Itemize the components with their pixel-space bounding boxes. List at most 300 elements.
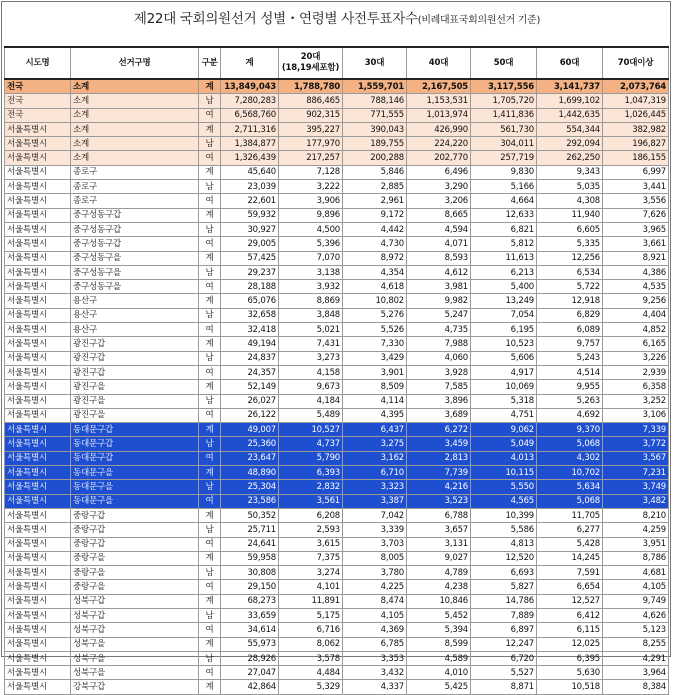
cell-age20[interactable]: 11,891 bbox=[279, 594, 343, 608]
cell-district[interactable]: 중랑구을 bbox=[71, 551, 199, 565]
cell-gender[interactable]: 여 bbox=[199, 408, 221, 422]
cell-age30[interactable]: 3,353 bbox=[343, 651, 407, 665]
cell-region[interactable]: 서울특별시 bbox=[5, 394, 71, 408]
cell-gender[interactable]: 여 bbox=[199, 151, 221, 165]
cell-age20[interactable]: 3,138 bbox=[279, 265, 343, 279]
cell-district[interactable]: 강북구갑 bbox=[71, 680, 199, 694]
cell-total[interactable]: 49,007 bbox=[221, 423, 279, 437]
cell-age20[interactable]: 4,484 bbox=[279, 666, 343, 680]
cell-region[interactable]: 서울특별시 bbox=[5, 537, 71, 551]
cell-age20[interactable]: 4,184 bbox=[279, 394, 343, 408]
cell-age40[interactable]: 2,167,505 bbox=[407, 79, 471, 94]
cell-age70[interactable]: 3,661 bbox=[603, 237, 669, 251]
cell-total[interactable]: 65,076 bbox=[221, 294, 279, 308]
header-district[interactable]: 선거구명 bbox=[71, 47, 199, 79]
cell-age20[interactable]: 3,906 bbox=[279, 194, 343, 208]
cell-age20[interactable]: 3,615 bbox=[279, 537, 343, 551]
cell-age50[interactable]: 5,586 bbox=[471, 523, 537, 537]
cell-age20[interactable]: 8,062 bbox=[279, 637, 343, 651]
cell-age60[interactable]: 6,654 bbox=[537, 580, 603, 594]
cell-district[interactable]: 동대문구을 bbox=[71, 494, 199, 508]
cell-age60[interactable]: 5,335 bbox=[537, 237, 603, 251]
cell-gender[interactable]: 계 bbox=[199, 680, 221, 694]
cell-age30[interactable]: 771,555 bbox=[343, 108, 407, 122]
cell-total[interactable]: 30,927 bbox=[221, 222, 279, 236]
cell-age50[interactable]: 13,249 bbox=[471, 294, 537, 308]
cell-age60[interactable]: 5,428 bbox=[537, 537, 603, 551]
cell-age50[interactable]: 5,550 bbox=[471, 480, 537, 494]
cell-age60[interactable]: 10,518 bbox=[537, 680, 603, 694]
cell-gender[interactable]: 계 bbox=[199, 165, 221, 179]
cell-age40[interactable]: 9,982 bbox=[407, 294, 471, 308]
cell-region[interactable]: 서울특별시 bbox=[5, 165, 71, 179]
cell-district[interactable]: 종로구 bbox=[71, 194, 199, 208]
cell-age30[interactable]: 8,972 bbox=[343, 251, 407, 265]
cell-district[interactable]: 종로구 bbox=[71, 180, 199, 194]
cell-age60[interactable]: 6,412 bbox=[537, 608, 603, 622]
cell-district[interactable]: 중구성동구을 bbox=[71, 251, 199, 265]
cell-total[interactable]: 13,849,043 bbox=[221, 79, 279, 94]
cell-age40[interactable]: 4,612 bbox=[407, 265, 471, 279]
cell-region[interactable]: 서울특별시 bbox=[5, 437, 71, 451]
cell-age70[interactable]: 3,252 bbox=[603, 394, 669, 408]
cell-age30[interactable]: 4,369 bbox=[343, 623, 407, 637]
cell-gender[interactable]: 여 bbox=[199, 108, 221, 122]
cell-district[interactable]: 중랑구갑 bbox=[71, 508, 199, 522]
cell-age40[interactable]: 224,220 bbox=[407, 137, 471, 151]
cell-total[interactable]: 29,150 bbox=[221, 580, 279, 594]
cell-gender[interactable]: 여 bbox=[199, 237, 221, 251]
cell-age60[interactable]: 6,395 bbox=[537, 651, 603, 665]
cell-total[interactable]: 24,641 bbox=[221, 537, 279, 551]
cell-age60[interactable]: 12,918 bbox=[537, 294, 603, 308]
cell-gender[interactable]: 계 bbox=[199, 79, 221, 94]
cell-age60[interactable]: 6,829 bbox=[537, 308, 603, 322]
cell-age60[interactable]: 5,068 bbox=[537, 437, 603, 451]
header-age70[interactable]: 70대이상 bbox=[603, 47, 669, 79]
cell-total[interactable]: 34,614 bbox=[221, 623, 279, 637]
cell-age60[interactable]: 5,722 bbox=[537, 280, 603, 294]
cell-total[interactable]: 50,352 bbox=[221, 508, 279, 522]
cell-total[interactable]: 59,958 bbox=[221, 551, 279, 565]
cell-age40[interactable]: 5,425 bbox=[407, 680, 471, 694]
cell-age40[interactable]: 3,523 bbox=[407, 494, 471, 508]
cell-age70[interactable]: 4,535 bbox=[603, 280, 669, 294]
cell-region[interactable]: 서울특별시 bbox=[5, 208, 71, 222]
cell-gender[interactable]: 계 bbox=[199, 251, 221, 265]
cell-age40[interactable]: 3,896 bbox=[407, 394, 471, 408]
cell-gender[interactable]: 계 bbox=[199, 466, 221, 480]
cell-age30[interactable]: 9,172 bbox=[343, 208, 407, 222]
cell-age20[interactable]: 4,737 bbox=[279, 437, 343, 451]
cell-total[interactable]: 23,586 bbox=[221, 494, 279, 508]
cell-age60[interactable]: 5,068 bbox=[537, 494, 603, 508]
cell-age50[interactable]: 10,523 bbox=[471, 337, 537, 351]
cell-region[interactable]: 서울특별시 bbox=[5, 337, 71, 351]
cell-district[interactable]: 광진구을 bbox=[71, 394, 199, 408]
cell-gender[interactable]: 여 bbox=[199, 280, 221, 294]
cell-district[interactable]: 광진구을 bbox=[71, 380, 199, 394]
cell-age60[interactable]: 9,757 bbox=[537, 337, 603, 351]
cell-region[interactable]: 서울특별시 bbox=[5, 494, 71, 508]
cell-age50[interactable]: 5,812 bbox=[471, 237, 537, 251]
cell-age40[interactable]: 3,459 bbox=[407, 437, 471, 451]
cell-age60[interactable]: 3,141,737 bbox=[537, 79, 603, 94]
cell-region[interactable]: 서울특별시 bbox=[5, 466, 71, 480]
cell-age20[interactable]: 3,561 bbox=[279, 494, 343, 508]
cell-district[interactable]: 광진구을 bbox=[71, 408, 199, 422]
cell-age50[interactable]: 4,917 bbox=[471, 365, 537, 379]
cell-age70[interactable]: 3,951 bbox=[603, 537, 669, 551]
cell-age50[interactable]: 6,720 bbox=[471, 651, 537, 665]
cell-age40[interactable]: 4,060 bbox=[407, 351, 471, 365]
cell-age30[interactable]: 4,114 bbox=[343, 394, 407, 408]
cell-region[interactable]: 서울특별시 bbox=[5, 451, 71, 465]
cell-age50[interactable]: 5,049 bbox=[471, 437, 537, 451]
cell-age60[interactable]: 9,955 bbox=[537, 380, 603, 394]
cell-age50[interactable]: 4,751 bbox=[471, 408, 537, 422]
cell-age50[interactable]: 1,411,836 bbox=[471, 108, 537, 122]
cell-age60[interactable]: 1,442,635 bbox=[537, 108, 603, 122]
cell-gender[interactable]: 남 bbox=[199, 566, 221, 580]
cell-age40[interactable]: 1,153,531 bbox=[407, 94, 471, 108]
cell-age50[interactable]: 10,399 bbox=[471, 508, 537, 522]
cell-age20[interactable]: 177,970 bbox=[279, 137, 343, 151]
cell-age70[interactable]: 3,441 bbox=[603, 180, 669, 194]
cell-age50[interactable]: 6,213 bbox=[471, 265, 537, 279]
cell-district[interactable]: 소계 bbox=[71, 122, 199, 136]
cell-district[interactable]: 중랑구갑 bbox=[71, 537, 199, 551]
cell-age40[interactable]: 6,272 bbox=[407, 423, 471, 437]
cell-age70[interactable]: 3,106 bbox=[603, 408, 669, 422]
cell-age20[interactable]: 3,222 bbox=[279, 180, 343, 194]
cell-age50[interactable]: 7,054 bbox=[471, 308, 537, 322]
cell-region[interactable]: 서울특별시 bbox=[5, 137, 71, 151]
cell-total[interactable]: 26,122 bbox=[221, 408, 279, 422]
header-total[interactable]: 계 bbox=[221, 47, 279, 79]
cell-age60[interactable]: 6,277 bbox=[537, 523, 603, 537]
cell-age40[interactable]: 6,496 bbox=[407, 165, 471, 179]
cell-age60[interactable]: 12,025 bbox=[537, 637, 603, 651]
cell-total[interactable]: 22,601 bbox=[221, 194, 279, 208]
cell-age30[interactable]: 4,105 bbox=[343, 608, 407, 622]
cell-gender[interactable]: 남 bbox=[199, 351, 221, 365]
cell-age30[interactable]: 8,005 bbox=[343, 551, 407, 565]
cell-total[interactable]: 25,304 bbox=[221, 480, 279, 494]
cell-age50[interactable]: 561,730 bbox=[471, 122, 537, 136]
cell-age40[interactable]: 7,585 bbox=[407, 380, 471, 394]
cell-age60[interactable]: 11,705 bbox=[537, 508, 603, 522]
cell-age40[interactable]: 7,988 bbox=[407, 337, 471, 351]
cell-age60[interactable]: 12,256 bbox=[537, 251, 603, 265]
cell-age40[interactable]: 3,981 bbox=[407, 280, 471, 294]
cell-total[interactable]: 33,659 bbox=[221, 608, 279, 622]
cell-region[interactable]: 서울특별시 bbox=[5, 237, 71, 251]
cell-age50[interactable]: 10,115 bbox=[471, 466, 537, 480]
cell-gender[interactable]: 계 bbox=[199, 122, 221, 136]
cell-age30[interactable]: 3,429 bbox=[343, 351, 407, 365]
cell-age70[interactable]: 3,226 bbox=[603, 351, 669, 365]
cell-gender[interactable]: 남 bbox=[199, 480, 221, 494]
cell-age20[interactable]: 7,375 bbox=[279, 551, 343, 565]
cell-district[interactable]: 소계 bbox=[71, 94, 199, 108]
cell-age20[interactable]: 3,274 bbox=[279, 566, 343, 580]
cell-age70[interactable]: 1,026,445 bbox=[603, 108, 669, 122]
cell-age40[interactable]: 8,599 bbox=[407, 637, 471, 651]
cell-district[interactable]: 용산구 bbox=[71, 294, 199, 308]
cell-age40[interactable]: 3,689 bbox=[407, 408, 471, 422]
cell-age40[interactable]: 4,071 bbox=[407, 237, 471, 251]
cell-total[interactable]: 25,711 bbox=[221, 523, 279, 537]
cell-region[interactable]: 서울특별시 bbox=[5, 323, 71, 337]
cell-region[interactable]: 전국 bbox=[5, 79, 71, 94]
cell-region[interactable]: 서울특별시 bbox=[5, 351, 71, 365]
cell-district[interactable]: 중랑구을 bbox=[71, 566, 199, 580]
cell-age20[interactable]: 7,128 bbox=[279, 165, 343, 179]
cell-age20[interactable]: 5,329 bbox=[279, 680, 343, 694]
cell-total[interactable]: 24,357 bbox=[221, 365, 279, 379]
cell-age50[interactable]: 4,813 bbox=[471, 537, 537, 551]
cell-age70[interactable]: 2,939 bbox=[603, 365, 669, 379]
cell-age50[interactable]: 12,633 bbox=[471, 208, 537, 222]
cell-region[interactable]: 서울특별시 bbox=[5, 523, 71, 537]
cell-age70[interactable]: 196,827 bbox=[603, 137, 669, 151]
header-region[interactable]: 시도명 bbox=[5, 47, 71, 79]
cell-district[interactable]: 성북구갑 bbox=[71, 608, 199, 622]
cell-age30[interactable]: 4,337 bbox=[343, 680, 407, 694]
cell-age50[interactable]: 9,830 bbox=[471, 165, 537, 179]
cell-age70[interactable]: 9,256 bbox=[603, 294, 669, 308]
cell-age70[interactable]: 186,155 bbox=[603, 151, 669, 165]
cell-age40[interactable]: 3,657 bbox=[407, 523, 471, 537]
cell-age30[interactable]: 3,339 bbox=[343, 523, 407, 537]
cell-gender[interactable]: 여 bbox=[199, 365, 221, 379]
cell-age60[interactable]: 9,343 bbox=[537, 165, 603, 179]
cell-age20[interactable]: 8,869 bbox=[279, 294, 343, 308]
cell-gender[interactable]: 여 bbox=[199, 451, 221, 465]
cell-age70[interactable]: 4,291 bbox=[603, 651, 669, 665]
cell-district[interactable]: 광진구갑 bbox=[71, 351, 199, 365]
cell-age70[interactable]: 6,358 bbox=[603, 380, 669, 394]
cell-total[interactable]: 24,837 bbox=[221, 351, 279, 365]
cell-total[interactable]: 6,568,760 bbox=[221, 108, 279, 122]
cell-district[interactable]: 동대문구을 bbox=[71, 466, 199, 480]
cell-age30[interactable]: 5,526 bbox=[343, 323, 407, 337]
cell-age20[interactable]: 1,788,780 bbox=[279, 79, 343, 94]
header-age30[interactable]: 30대 bbox=[343, 47, 407, 79]
cell-age40[interactable]: 5,452 bbox=[407, 608, 471, 622]
cell-age60[interactable]: 1,699,102 bbox=[537, 94, 603, 108]
cell-age70[interactable]: 8,210 bbox=[603, 508, 669, 522]
cell-age50[interactable]: 6,897 bbox=[471, 623, 537, 637]
cell-age50[interactable]: 5,166 bbox=[471, 180, 537, 194]
cell-total[interactable]: 68,273 bbox=[221, 594, 279, 608]
cell-age20[interactable]: 2,832 bbox=[279, 480, 343, 494]
cell-gender[interactable]: 남 bbox=[199, 94, 221, 108]
cell-age70[interactable]: 7,231 bbox=[603, 466, 669, 480]
cell-age60[interactable]: 10,702 bbox=[537, 466, 603, 480]
cell-age30[interactable]: 1,559,701 bbox=[343, 79, 407, 94]
cell-region[interactable]: 서울특별시 bbox=[5, 566, 71, 580]
cell-district[interactable]: 성북구갑 bbox=[71, 594, 199, 608]
cell-age60[interactable]: 4,514 bbox=[537, 365, 603, 379]
cell-age70[interactable]: 1,047,319 bbox=[603, 94, 669, 108]
cell-age70[interactable]: 7,339 bbox=[603, 423, 669, 437]
header-age40[interactable]: 40대 bbox=[407, 47, 471, 79]
cell-age40[interactable]: 2,813 bbox=[407, 451, 471, 465]
cell-age40[interactable]: 8,665 bbox=[407, 208, 471, 222]
cell-region[interactable]: 서울특별시 bbox=[5, 580, 71, 594]
cell-total[interactable]: 59,932 bbox=[221, 208, 279, 222]
cell-gender[interactable]: 여 bbox=[199, 494, 221, 508]
cell-total[interactable]: 25,360 bbox=[221, 437, 279, 451]
cell-region[interactable]: 서울특별시 bbox=[5, 623, 71, 637]
cell-age60[interactable]: 5,035 bbox=[537, 180, 603, 194]
cell-age20[interactable]: 6,208 bbox=[279, 508, 343, 522]
cell-gender[interactable]: 남 bbox=[199, 222, 221, 236]
cell-age50[interactable]: 5,318 bbox=[471, 394, 537, 408]
cell-age20[interactable]: 3,273 bbox=[279, 351, 343, 365]
cell-region[interactable]: 서울특별시 bbox=[5, 180, 71, 194]
cell-age40[interactable]: 4,238 bbox=[407, 580, 471, 594]
cell-age60[interactable]: 5,634 bbox=[537, 480, 603, 494]
cell-age30[interactable]: 189,755 bbox=[343, 137, 407, 151]
cell-age60[interactable]: 9,370 bbox=[537, 423, 603, 437]
cell-total[interactable]: 48,890 bbox=[221, 466, 279, 480]
cell-age30[interactable]: 10,802 bbox=[343, 294, 407, 308]
cell-district[interactable]: 성북구갑 bbox=[71, 623, 199, 637]
cell-total[interactable]: 2,711,316 bbox=[221, 122, 279, 136]
cell-age20[interactable]: 5,021 bbox=[279, 323, 343, 337]
cell-gender[interactable]: 남 bbox=[199, 608, 221, 622]
cell-total[interactable]: 29,005 bbox=[221, 237, 279, 251]
cell-age30[interactable]: 3,275 bbox=[343, 437, 407, 451]
cell-age70[interactable]: 8,384 bbox=[603, 680, 669, 694]
cell-age30[interactable]: 3,387 bbox=[343, 494, 407, 508]
cell-age60[interactable]: 11,940 bbox=[537, 208, 603, 222]
cell-age30[interactable]: 2,885 bbox=[343, 180, 407, 194]
cell-district[interactable]: 중랑구갑 bbox=[71, 523, 199, 537]
cell-age40[interactable]: 3,928 bbox=[407, 365, 471, 379]
cell-gender[interactable]: 계 bbox=[199, 380, 221, 394]
cell-gender[interactable]: 여 bbox=[199, 666, 221, 680]
cell-district[interactable]: 동대문구을 bbox=[71, 480, 199, 494]
cell-age50[interactable]: 11,613 bbox=[471, 251, 537, 265]
cell-district[interactable]: 소계 bbox=[71, 137, 199, 151]
cell-region[interactable]: 전국 bbox=[5, 94, 71, 108]
cell-age30[interactable]: 4,395 bbox=[343, 408, 407, 422]
cell-gender[interactable]: 계 bbox=[199, 423, 221, 437]
cell-age70[interactable]: 8,786 bbox=[603, 551, 669, 565]
cell-region[interactable]: 서울특별시 bbox=[5, 637, 71, 651]
cell-total[interactable]: 23,647 bbox=[221, 451, 279, 465]
cell-age30[interactable]: 3,780 bbox=[343, 566, 407, 580]
cell-age30[interactable]: 390,043 bbox=[343, 122, 407, 136]
cell-age20[interactable]: 395,227 bbox=[279, 122, 343, 136]
cell-age60[interactable]: 6,534 bbox=[537, 265, 603, 279]
cell-total[interactable]: 27,047 bbox=[221, 666, 279, 680]
cell-age50[interactable]: 4,013 bbox=[471, 451, 537, 465]
cell-age50[interactable]: 304,011 bbox=[471, 137, 537, 151]
cell-district[interactable]: 성북구을 bbox=[71, 651, 199, 665]
cell-age50[interactable]: 12,247 bbox=[471, 637, 537, 651]
cell-age60[interactable]: 5,630 bbox=[537, 666, 603, 680]
cell-age50[interactable]: 1,705,720 bbox=[471, 94, 537, 108]
cell-gender[interactable]: 여 bbox=[199, 323, 221, 337]
cell-region[interactable]: 서울특별시 bbox=[5, 194, 71, 208]
cell-age50[interactable]: 6,195 bbox=[471, 323, 537, 337]
cell-age40[interactable]: 3,131 bbox=[407, 537, 471, 551]
cell-age30[interactable]: 4,442 bbox=[343, 222, 407, 236]
cell-region[interactable]: 서울특별시 bbox=[5, 365, 71, 379]
cell-age20[interactable]: 3,578 bbox=[279, 651, 343, 665]
cell-total[interactable]: 57,425 bbox=[221, 251, 279, 265]
cell-district[interactable]: 동대문구갑 bbox=[71, 437, 199, 451]
cell-age70[interactable]: 4,404 bbox=[603, 308, 669, 322]
cell-age30[interactable]: 7,042 bbox=[343, 508, 407, 522]
cell-age60[interactable]: 14,245 bbox=[537, 551, 603, 565]
cell-total[interactable]: 29,237 bbox=[221, 265, 279, 279]
cell-age60[interactable]: 262,250 bbox=[537, 151, 603, 165]
cell-region[interactable]: 서울특별시 bbox=[5, 265, 71, 279]
cell-age70[interactable]: 6,165 bbox=[603, 337, 669, 351]
cell-total[interactable]: 49,194 bbox=[221, 337, 279, 351]
cell-age70[interactable]: 3,772 bbox=[603, 437, 669, 451]
cell-age70[interactable]: 4,105 bbox=[603, 580, 669, 594]
cell-age30[interactable]: 200,288 bbox=[343, 151, 407, 165]
cell-age70[interactable]: 2,073,764 bbox=[603, 79, 669, 94]
cell-age40[interactable]: 4,589 bbox=[407, 651, 471, 665]
cell-age30[interactable]: 6,710 bbox=[343, 466, 407, 480]
cell-age70[interactable]: 3,749 bbox=[603, 480, 669, 494]
cell-gender[interactable]: 남 bbox=[199, 308, 221, 322]
cell-age30[interactable]: 8,474 bbox=[343, 594, 407, 608]
cell-age20[interactable]: 3,932 bbox=[279, 280, 343, 294]
cell-age70[interactable]: 8,255 bbox=[603, 637, 669, 651]
cell-age40[interactable]: 4,735 bbox=[407, 323, 471, 337]
cell-age60[interactable]: 4,308 bbox=[537, 194, 603, 208]
cell-total[interactable]: 1,384,877 bbox=[221, 137, 279, 151]
cell-age70[interactable]: 3,567 bbox=[603, 451, 669, 465]
cell-total[interactable]: 52,149 bbox=[221, 380, 279, 394]
cell-gender[interactable]: 남 bbox=[199, 180, 221, 194]
cell-age40[interactable]: 426,990 bbox=[407, 122, 471, 136]
cell-district[interactable]: 종로구 bbox=[71, 165, 199, 179]
cell-age50[interactable]: 6,693 bbox=[471, 566, 537, 580]
cell-total[interactable]: 55,973 bbox=[221, 637, 279, 651]
cell-total[interactable]: 28,188 bbox=[221, 280, 279, 294]
cell-age20[interactable]: 886,465 bbox=[279, 94, 343, 108]
cell-total[interactable]: 32,658 bbox=[221, 308, 279, 322]
cell-age60[interactable]: 12,527 bbox=[537, 594, 603, 608]
cell-age30[interactable]: 4,225 bbox=[343, 580, 407, 594]
cell-gender[interactable]: 계 bbox=[199, 551, 221, 565]
cell-gender[interactable]: 계 bbox=[199, 294, 221, 308]
cell-age30[interactable]: 6,437 bbox=[343, 423, 407, 437]
cell-region[interactable]: 전국 bbox=[5, 108, 71, 122]
cell-age40[interactable]: 4,216 bbox=[407, 480, 471, 494]
cell-age70[interactable]: 3,482 bbox=[603, 494, 669, 508]
cell-age30[interactable]: 3,323 bbox=[343, 480, 407, 494]
cell-age70[interactable]: 7,626 bbox=[603, 208, 669, 222]
cell-age50[interactable]: 5,606 bbox=[471, 351, 537, 365]
cell-district[interactable]: 동대문구갑 bbox=[71, 451, 199, 465]
cell-age70[interactable]: 4,852 bbox=[603, 323, 669, 337]
cell-gender[interactable]: 계 bbox=[199, 637, 221, 651]
cell-age20[interactable]: 9,896 bbox=[279, 208, 343, 222]
cell-age20[interactable]: 3,848 bbox=[279, 308, 343, 322]
cell-age20[interactable]: 7,431 bbox=[279, 337, 343, 351]
